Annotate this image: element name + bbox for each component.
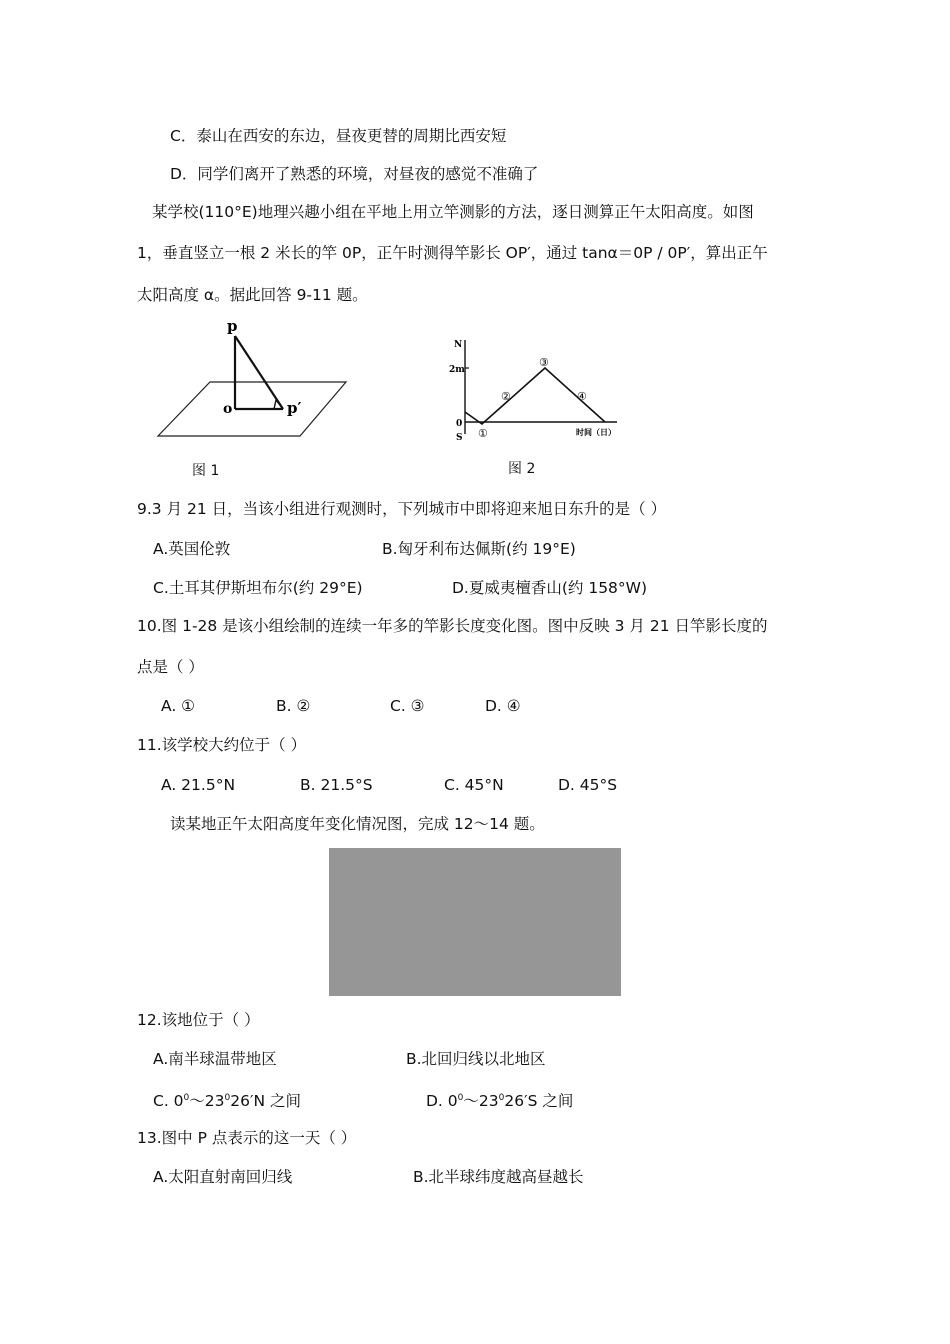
q12-stem: 12.该地位于（ ） [137, 1011, 260, 1029]
axis-n-label: N [454, 340, 463, 350]
figure-2-shadow-length-chart [445, 336, 625, 446]
figure-1-pole-shadow [150, 312, 360, 444]
q12-c-text-1: C. 0 [153, 1092, 184, 1110]
q10-option-d: D. ④ [485, 697, 521, 715]
q11-stem: 11.该学校大约位于（ ） [137, 736, 307, 754]
intro-line-1: 某学校(110°E)地理兴趣小组在平地上用立竿测影的方法，逐日测算正午太阳高度。如图 [152, 203, 754, 221]
q9-option-a: A.英国伦敦 [153, 540, 231, 558]
q12-c-degree-1: 0 [183, 1093, 190, 1103]
prev-option-d: D．同学们离开了熟悉的环境，对昼夜的感觉不准确了 [170, 165, 539, 183]
q9-option-c: C.土耳其伊斯坦布尔(约 29°E) [153, 579, 363, 597]
intro-line-3: 太阳高度 α。据此回答 9-11 题。 [137, 286, 368, 304]
q12-option-b: B.北回归线以北地区 [406, 1050, 546, 1068]
q10-option-a: A. ① [161, 697, 196, 715]
q12-option-a: A.南半球温带地区 [153, 1050, 277, 1068]
label-p-prime: p′ [287, 399, 302, 417]
q13-option-a: A.太阳直射南回归线 [153, 1168, 293, 1186]
tick-2m-label: 2m [449, 365, 465, 375]
q12-option-c [153, 1088, 301, 1111]
label-o: o [223, 401, 233, 417]
q12-c-text-3: 26′N 之间 [230, 1092, 302, 1110]
q10-option-b: B. ② [276, 697, 311, 715]
point-3-label: ③ [539, 356, 549, 369]
q9-option-b: B.匈牙利布达佩斯(约 19°E) [382, 540, 576, 558]
q11-option-d: D. 45°S [558, 776, 618, 794]
q10-option-c: C. ③ [390, 697, 425, 715]
q12-d-degree-2: 0 [498, 1093, 505, 1103]
q13-option-b: B.北半球纬度越高昼越长 [413, 1168, 584, 1186]
figure-2-caption: 图 2 [508, 461, 536, 477]
label-p: p [227, 317, 238, 335]
missing-chart-placeholder [329, 848, 621, 996]
point-2-label: ② [501, 390, 511, 403]
axis-s-label: S [456, 433, 463, 443]
q12-c-text-2: ～23 [189, 1092, 225, 1110]
tick-0-label: 0 [456, 419, 463, 429]
sun-ray [235, 336, 283, 409]
intro-2: 读某地正午太阳高度年变化情况图，完成 12～14 题。 [170, 815, 545, 833]
q11-option-c: C. 45°N [444, 776, 504, 794]
q9-option-d: D.夏威夷檀香山(约 158°W) [452, 579, 648, 597]
q12-d-degree-1: 0 [457, 1093, 464, 1103]
q12-d-text-1: D. 0 [426, 1092, 458, 1110]
q12-option-d [426, 1088, 573, 1111]
prev-option-c: C．泰山在西安的东边，昼夜更替的周期比西安短 [170, 127, 507, 145]
q11-option-a: A. 21.5°N [161, 776, 236, 794]
q10-stem-line-2: 点是（ ） [137, 658, 204, 676]
point-1-label: ① [478, 427, 488, 440]
intro-line-2: 1，垂直竖立一根 2 米长的竿 0P，正午时测得竿影长 OP′，通过 tanα＝0P / 0P′，算出正午 [137, 244, 768, 262]
q12-d-text-2: ～23 [463, 1092, 499, 1110]
q13-stem: 13.图中 P 点表示的这一天（ ） [137, 1129, 357, 1147]
q9-stem: 9.3 月 21 日，当该小组进行观测时，下列城市中即将迎来旭日东升的是（ ） [137, 500, 667, 518]
q10-stem-line-1: 10.图 1-28 是该小组绘制的连续一年多的竿影长度变化图。图中反映 3 月 21 日竿影长度的 [137, 617, 768, 635]
point-4-label: ④ [577, 390, 587, 403]
x-axis-label: 时间（日） [576, 427, 616, 437]
q11-option-b: B. 21.5°S [300, 776, 373, 794]
figure-1-caption: 图 1 [192, 463, 220, 479]
q12-d-text-3: 26′S 之间 [504, 1092, 574, 1110]
q12-c-degree-2: 0 [224, 1093, 231, 1103]
